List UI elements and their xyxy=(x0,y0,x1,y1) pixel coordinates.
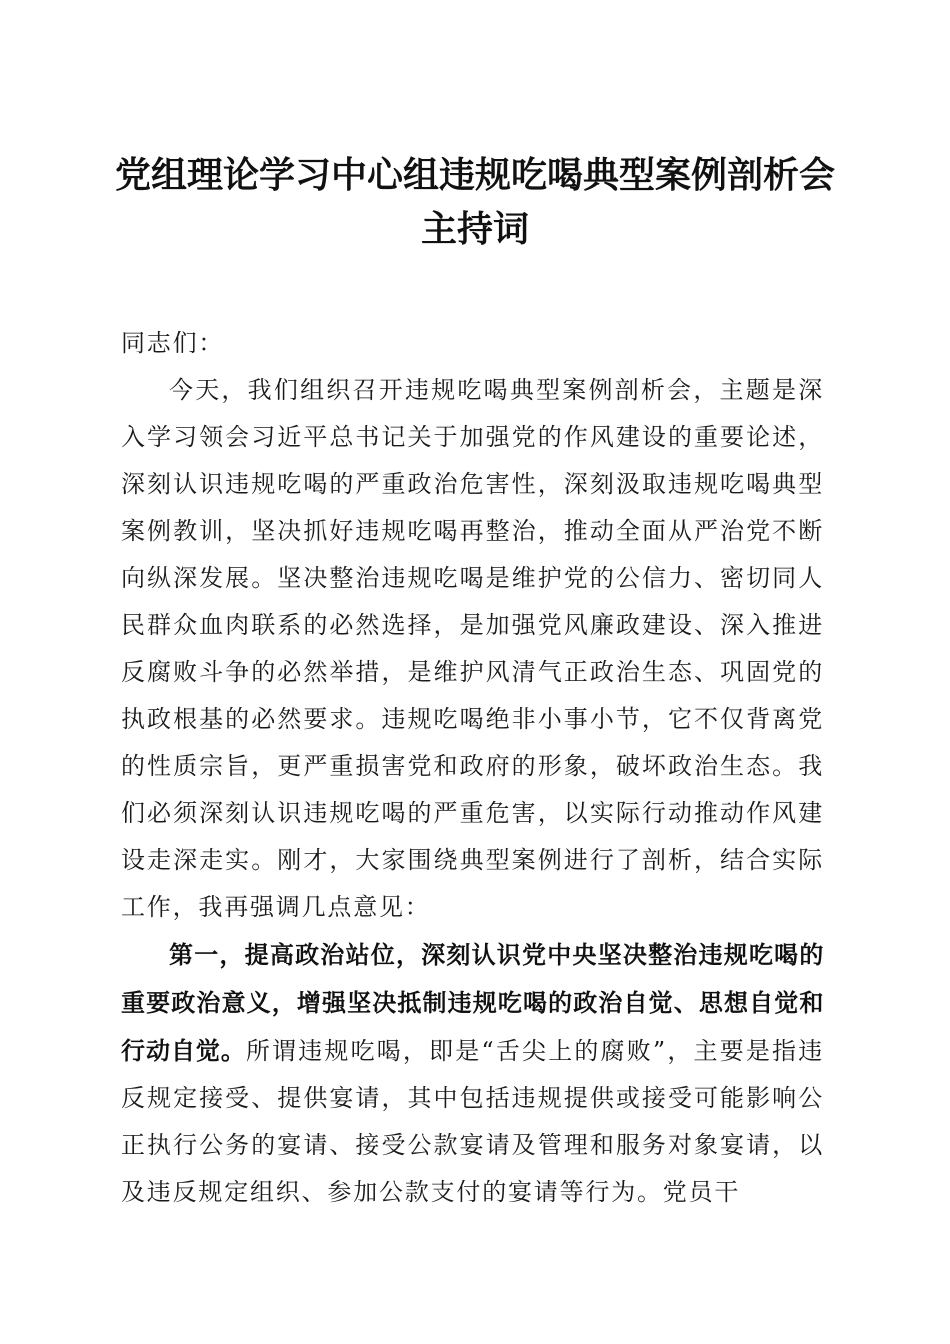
title-line-2: 主持词 xyxy=(420,208,529,250)
document-body xyxy=(121,320,824,1216)
title-line-1: 党组理论学习中心组违规吃喝典型案例剖析会 xyxy=(114,154,835,196)
paragraph-intro: 今天，我们组织召开违规吃喝典型案例剖析会，主题是深入学习领会习近平总书记关于加强党的作风建设的重要论述，深刻认识违规吃喝的严重政治危害性，深刻汲取违规吃喝典型案例教训，坚决抓好违规吃喝再整治，推动全面从严治党不断向纵深发展。坚决整治违规吃喝是维护党的公信力、密切同人民群众血肉联系的必然选择，是加强党风廉政建设、深入推进反腐败斗争的必然举措，是维护风清气正政治生态、巩固党的执政根基的必然要求。违规吃喝绝非小事小节，它不仅背离党的性质宗旨，更严重损害党和政府的形象，破坏政治生态。我们必须深刻认识违规吃喝的严重危害，以实际行动推动作风建设走深走实。刚才，大家围绕典型案例进行了剖析，结合实际工作，我再强调几点意见： xyxy=(121,376,824,921)
document-title xyxy=(110,148,840,256)
paragraph-point-one xyxy=(121,931,824,1216)
point-one-heading: 第一，提高政治站位，深刻认识党中央坚决整治违规吃喝的重要政治意义，增强坚决抵制违规吃喝的政治自觉、思想自觉和行动自觉。 xyxy=(121,940,824,1065)
point-one-text: 所谓违规吃喝，即是“舌尖上的腐败”，主要是指违反规定接受、提供宴请，其中包括违规提供或接受可能影响公正执行公务的宴请、接受公款宴请及管理和服务对象宴请，以及违反规定组织、参加公款支付的宴请等行为。党员干 xyxy=(121,1037,825,1206)
salutation: 同志们： xyxy=(121,329,225,357)
